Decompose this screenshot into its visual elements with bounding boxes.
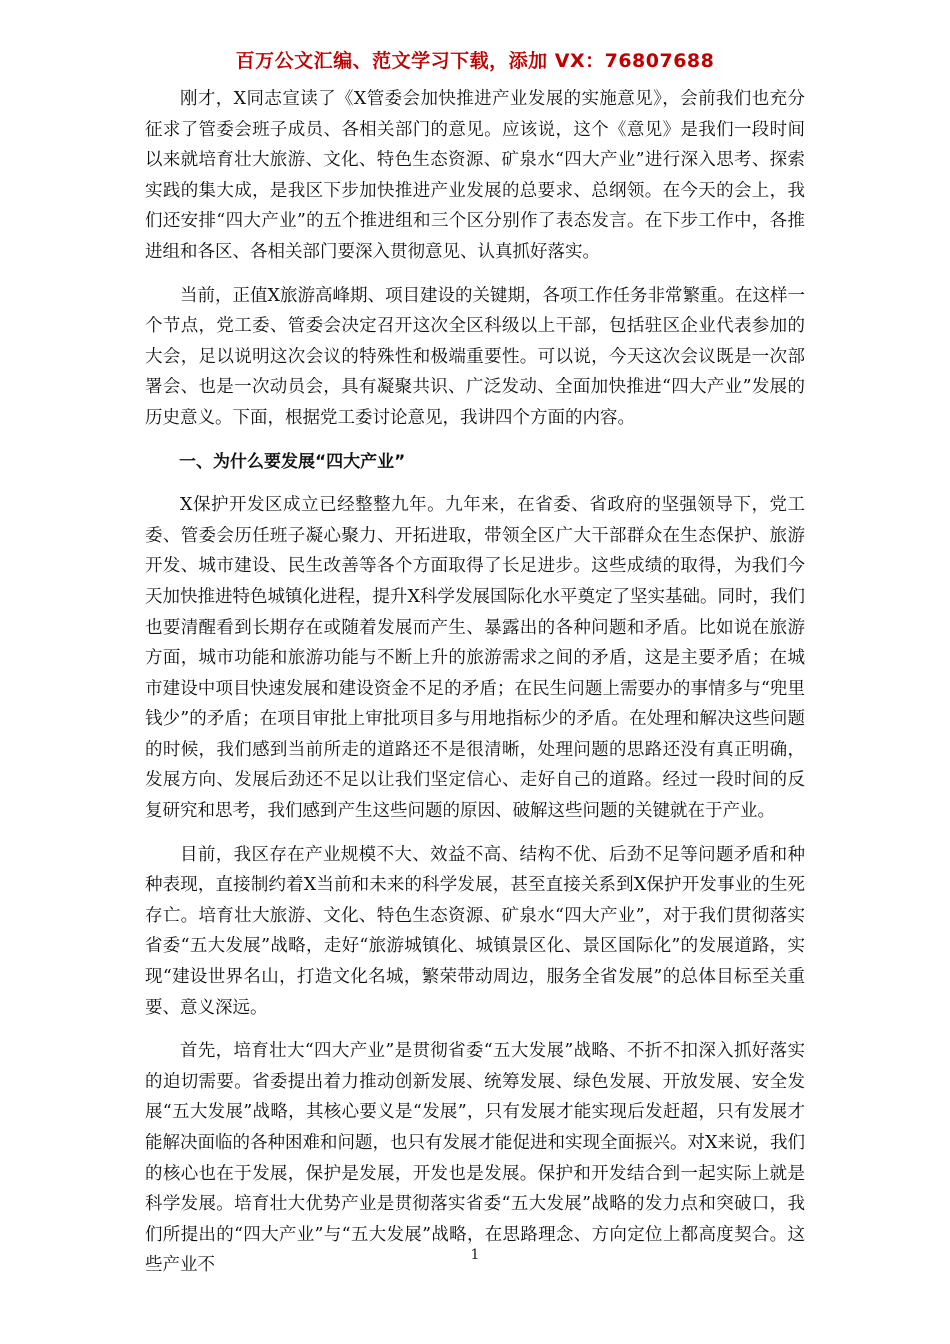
paragraph: 目前，我区存在产业规模不大、效益不高、结构不优、后劲不足等问题矛盾和种种表现，直接制约着X当前和未来的科学发展，甚至直接关系到X保护开发事业的生死存亡。培育壮大旅游、文化、特色生态资源、矿泉水“四大产业”，对于我们贯彻落实省委“五大发展”战略，走好“旅游城镇化、城镇景区化、景区国际化”的发展道路，实现“建设世界名山，打造文化名城，繁荣带动周边，服务全省发展”的总体目标至关重要、意义深远。 <box>145 844 805 1018</box>
paragraph: X保护开发区成立已经整整九年。九年来，在省委、省政府的坚强领导下，党工委、管委会历任班子凝心聚力、开拓进取，带领全区广大干部群众在生态保护、旅游开发、城市建设、民生改善等各个方面取得了长足进步。这些成绩的取得，为我们今天加快推进特色城镇化进程，提升X科学发展国际化水平奠定了坚实基础。同时，我们也要清醒看到长期存在或随着发展而产生、暴露出的各种问题和矛盾。比如说在旅游方面，城市功能和旅游功能与不断上升的旅游需求之间的矛盾，这是主要矛盾；在城市建设中项目快速发展和建设资金不足的矛盾；在民生问题上需要办的事情多与“兜里钱少”的矛盾；在项目审批上审批项目多与用地指标少的矛盾。在处理和解决这些问题的时候，我们感到当前所走的道路还不是很清晰，处理问题的思路还没有真正明确，发展方向、发展后劲还不足以让我们坚定信心、走好自己的道路。经过一段时间的反复研究和思考，我们感到产生这些问题的原因、破解这些问题的关键就在于产业。 <box>145 495 805 822</box>
paragraph: 首先，培育壮大“四大产业”是贯彻省委“五大发展”战略、不折不扣深入抓好落实的迫切需要。省委提出着力推动创新发展、统筹发展、绿色发展、开放发展、安全发展“五大发展”战略，其核心要义是“发展”，只有发展才能实现后发赶超，只有发展才能解决面临的各种困难和问题，也只有发展才能促进和实现全面振兴。对X来说，我们的核心也在于发展，保护是发展，开发也是发展。保护和开发结合到一起实际上就是科学发展。培育壮大优势产业是贯彻落实省委“五大发展”战略的发力点和突破口，我们所提出的“四大产业”与“五大发展”战略，在思路理念、方向定位上都高度契合。这些产业不 <box>145 1041 805 1276</box>
paragraph: 当前，正值X旅游高峰期、项目建设的关键期，各项工作任务非常繁重。在这样一个节点，党工委、管委会决定召开这次全区科级以上干部，包括驻区企业代表参加的大会，足以说明这次会议的特殊性和极端重要性。可以说，今天这次会议既是一次部署会、也是一次动员会，具有凝聚共识、广泛发动、全面加快推进“四大产业”发展的历史意义。下面，根据党工委讨论意见，我讲四个方面的内容。 <box>145 285 805 428</box>
page-number: 1 <box>470 1247 480 1263</box>
watermark-banner: 百万公文汇编、范文学习下载，添加 VX：76807688 <box>235 50 715 72</box>
paragraph: 刚才，X同志宣读了《X管委会加快推进产业发展的实施意见》，会前我们也充分征求了管委会班子成员、各相关部门的意见。应该说，这个《意见》是我们一段时间以来就培育壮大旅游、文化、特色生态资源、矿泉水“四大产业”进行深入思考、探索实践的集大成，是我区下步加快推进产业发展的总要求、总纲领。在今天的会上，我们还安排“四大产业”的五个推进组和三个区分别作了表态发言。在下步工作中，各推进组和各区、各相关部门要深入贯彻意见、认真抓好落实。 <box>145 89 805 262</box>
document-body <box>145 84 805 1294</box>
section-heading: 一、为什么要发展“四大产业” <box>179 451 406 472</box>
